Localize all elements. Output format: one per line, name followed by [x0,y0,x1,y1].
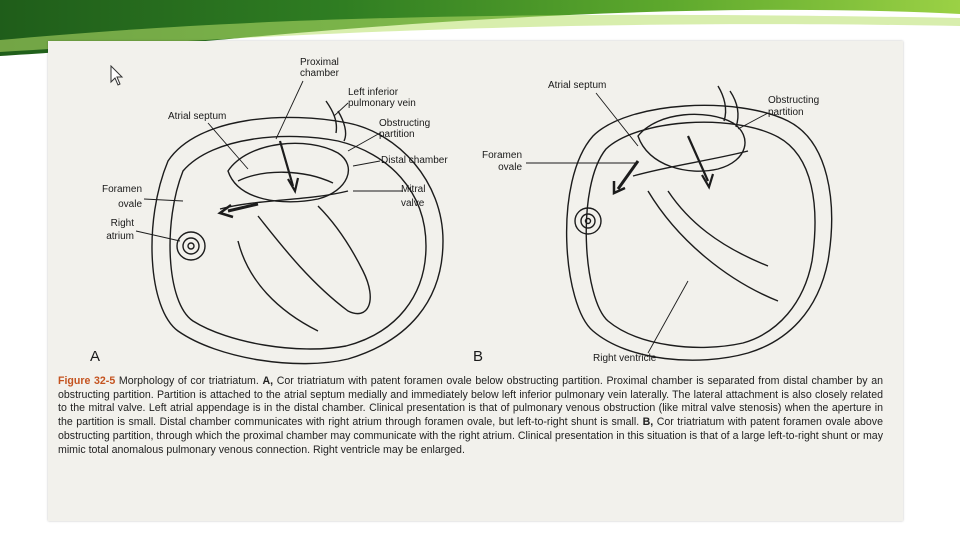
label-obstructing-partition-a-line2: partition [379,129,415,140]
label-foramen-ovale-b-line2: ovale [498,162,522,173]
caption-part-a-label: A, [262,375,274,387]
caption-part-b-text: Cor triatriatum with patent foramen ovale above obstructing partition, through which the proximal chamber may communicate with the right atrium. Clinical presentation in this situation is that of a large left-to-right shunt or may mimic total anomalous pulmonary venous connection. Right ventricle may be enlarged. [58,416,883,456]
label-atrial-septum-b: Atrial septum [548,80,607,91]
label-proximal-chamber-line1: Proximal [300,57,339,68]
caption-part-a-text: Cor triatriatum with patent foramen ovale below obstructing partition. Proximal chamber is separated from distal chamber by an obstructing partition. Partition is attached to the atrial septum medially and immediately below left inferior pulmonary vein laterally. The lateral attachment is also closely related to the mitral valve. Left atrial appendage is in the distal chamber. Clinical presentation is that of pulmonary venous obstruction (like mitral valve stenosis) when the aperture in the partition is small. Distal chamber communicates with right atrium through foramen ovale, but left-to-right shunt is small. [58,375,884,429]
figure-label: Figure 32-5 [58,375,116,387]
label-mitral-valve-line2: valve [401,198,425,209]
label-left-inferior-pv-line1: Left inferior [348,87,399,98]
label-foramen-ovale-a-line2: ovale [118,199,142,210]
label-obstructing-partition-b-line1: Obstructing [768,95,820,106]
label-foramen-ovale-b-line1: Foramen [481,150,522,161]
panel-letter-a: A [90,348,101,365]
label-left-inferior-pv-line2: pulmonary vein [348,98,416,109]
label-right-atrium-line1: Right [110,218,134,229]
heart-diagrams [48,41,903,376]
label-right-atrium-line2: atrium [106,231,134,242]
caption-part-b-label: B, [642,416,654,429]
textbook-page-scan [48,41,903,521]
label-proximal-chamber-line2: chamber [300,68,339,79]
diagram-a-drawing [152,98,443,364]
label-right-ventricle: Right ventricle [593,353,657,364]
label-mitral-valve-line1: Mitral [401,184,426,195]
label-atrial-septum-a: Atrial septum [168,111,227,122]
diagram-b-drawing [567,86,832,360]
caption-intro: Morphology of cor triatriatum. [118,375,259,387]
label-obstructing-partition-a-line1: Obstructing [379,118,431,129]
label-obstructing-partition-b-line2: partition [768,107,804,118]
label-foramen-ovale-a-line1: Foramen [101,184,142,195]
figure-caption [58,375,883,457]
panel-letter-b: B [473,348,484,365]
label-distal-chamber: Distal chamber [381,155,448,166]
